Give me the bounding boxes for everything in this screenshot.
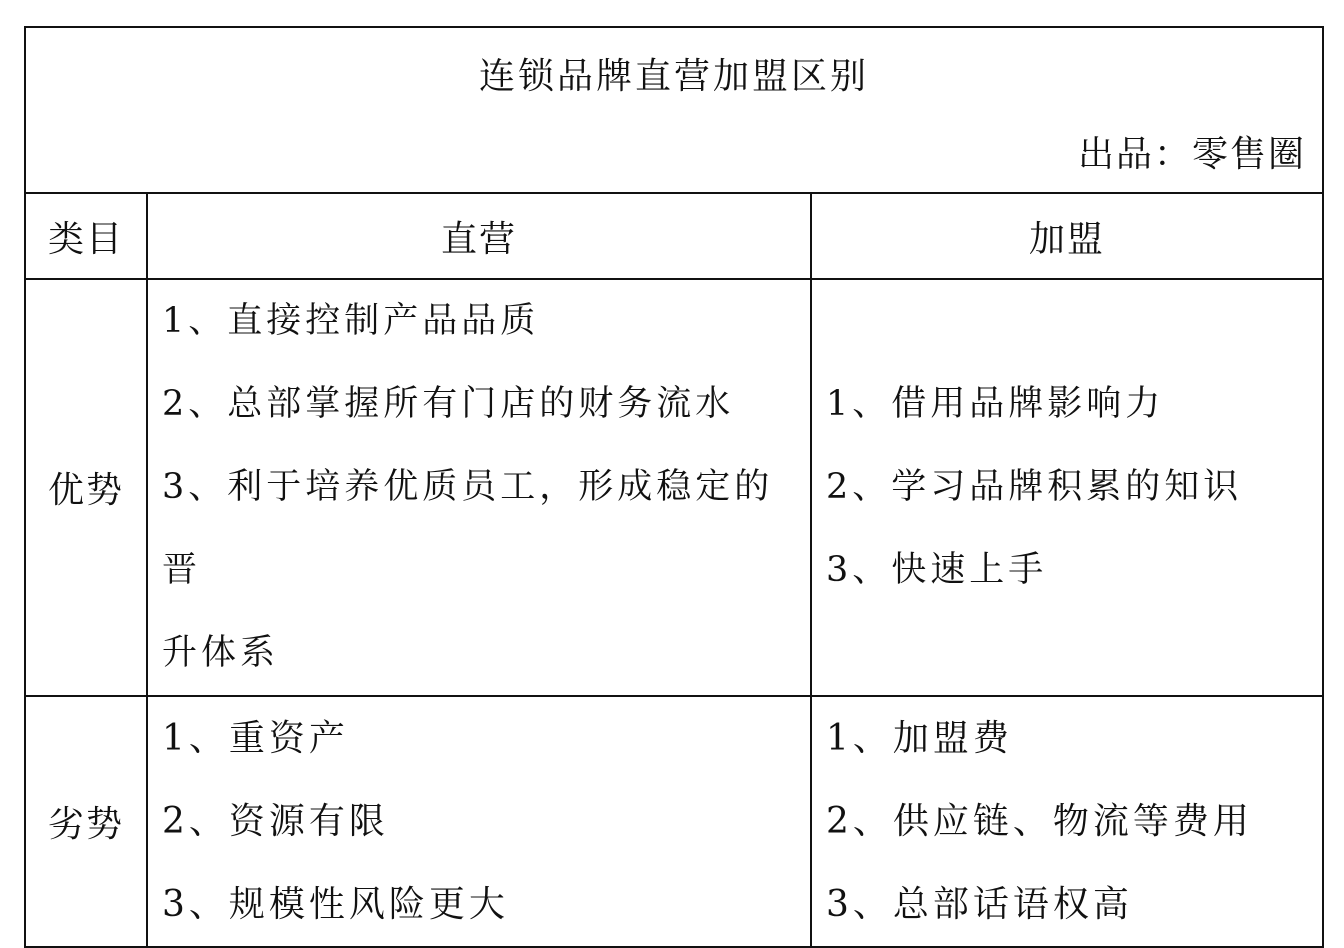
direct-advantages-cell	[147, 279, 811, 696]
list-item: 1、加盟费	[826, 718, 1013, 759]
franchise-advantages-cell	[811, 279, 1323, 696]
list-item: 3、规模性风险更大	[162, 884, 509, 925]
list-item: 1、直接控制产品品质	[162, 301, 540, 341]
list-item: 2、总部掌握所有门店的财务流水	[162, 384, 735, 424]
disadvantages-row	[25, 696, 1323, 947]
franchise-disadvantages-cell	[811, 696, 1323, 947]
title-cell	[25, 27, 1323, 193]
source-credit: 出品：零售圈	[1078, 134, 1307, 175]
direct-advantages-list	[148, 280, 810, 695]
header-direct: 直营	[147, 193, 811, 279]
list-item: 2、资源有限	[162, 801, 389, 842]
header-category: 类目	[25, 193, 147, 279]
list-item: 2、供应链、物流等费用	[826, 801, 1253, 842]
title-row	[25, 27, 1323, 193]
category-disadvantages: 劣势	[25, 696, 147, 947]
franchise-advantages-list	[812, 363, 1322, 612]
list-item: 1、借用品牌影响力	[826, 384, 1165, 424]
list-item: 3、利于培养优质员工，形成稳定的晋	[162, 467, 774, 590]
list-item: 2、学习品牌积累的知识	[826, 467, 1243, 507]
franchise-disadvantages-list	[812, 697, 1322, 946]
list-item: 升体系	[162, 633, 280, 673]
table-title: 连锁品牌直营加盟区别	[479, 56, 870, 97]
header-row	[25, 193, 1323, 279]
list-item: 1、重资产	[162, 718, 349, 759]
header-franchise: 加盟	[811, 193, 1323, 279]
advantages-row	[25, 279, 1323, 696]
list-item: 3、快速上手	[826, 550, 1048, 590]
direct-disadvantages-cell	[147, 696, 811, 947]
direct-disadvantages-list	[148, 697, 810, 946]
list-item: 3、总部话语权高	[826, 884, 1133, 925]
comparison-table	[24, 26, 1324, 948]
comparison-document	[24, 26, 1322, 925]
category-advantages: 优势	[25, 279, 147, 696]
